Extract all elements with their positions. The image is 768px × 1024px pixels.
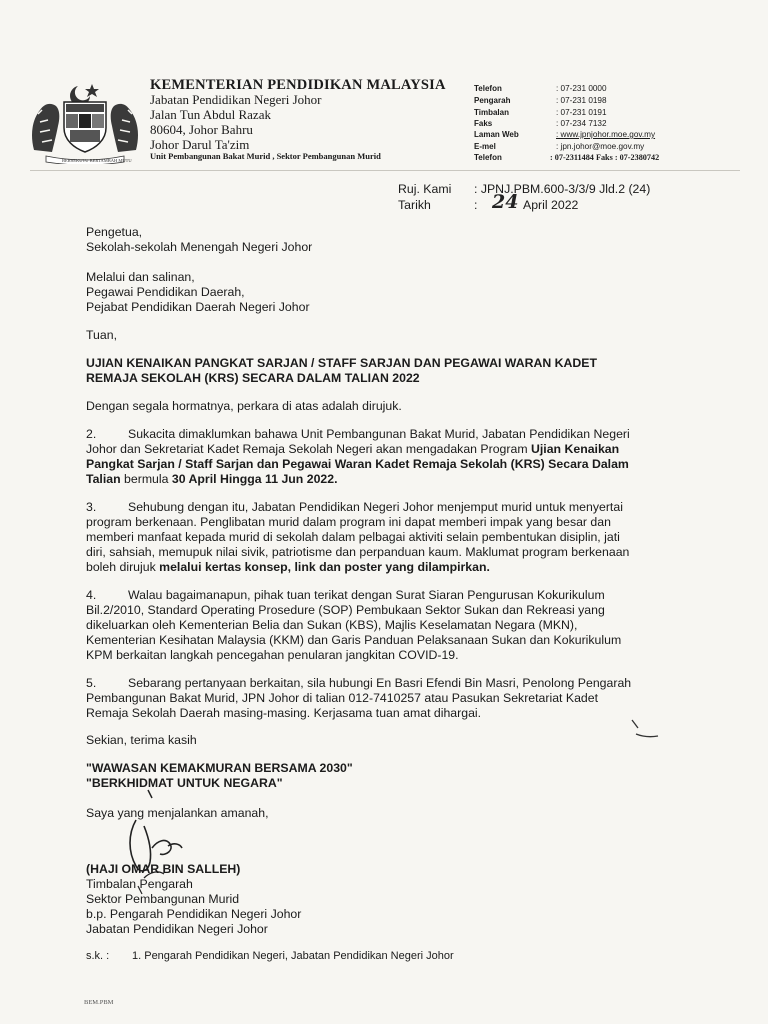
para-3-line-5-bold: melalui kertas konsep, link dan poster yang dilampirkan. [159,560,490,574]
contact-label-telefon: Telefon [474,84,502,93]
para-2-talian: Talian [86,472,121,486]
para-2-line-3: Pangkat Sarjan / Staff Sarjan dan Pegawai Waran Kadet Remaja Sekolah (KRS) Secara Dalam [86,457,629,471]
footer-code: BEM.PBM [84,999,114,1006]
contact-value-faks: : 07-234 7132 [556,119,607,128]
signatory-title-3: b.p. Pengarah Pendidikan Negeri Johor [86,907,302,921]
address-line-4: Johor Darul Ta'zim [150,137,250,152]
para-4-number: 4. [86,588,97,602]
para-3-line-5 [86,560,490,576]
para-5-line-2: Pembangunan Bakat Murid, JPN Johor di talian 012-7410257 atau Pasukan Sekretariat Kadet [86,691,599,705]
tarikh-colon: : [474,198,478,212]
closing-line: Sekian, terima kasih [86,733,197,747]
tarikh-value: April 2022 [523,198,579,212]
contact-value-telefon: : 07-231 0000 [556,84,607,93]
contact-label-web: Laman Web [474,130,519,139]
handwritten-date-day: 24 [492,191,519,213]
signatory-title-4: Jabatan Pendidikan Negeri Johor [86,922,268,936]
subject-line-1: UJIAN KENAIKAN PANGKAT SARJAN / STAFF SARJAN DAN PEGAWAI WARAN KADET [86,356,598,370]
contact-label-email: E-mel [474,142,496,151]
cc-intro: Melalui dan salinan, [86,270,195,284]
contact-label-faks: Faks [474,119,493,128]
para-5-number: 5. [86,676,97,690]
para-2-line-1: Sukacita dimaklumkan bahawa Unit Pembangunan Bakat Murid, Jabatan Pendidikan Negeri [128,427,630,441]
tarikh-label: Tarikh [398,198,431,212]
crest-motto: BERSEKUTU BERTAMBAH MUTU [62,158,132,163]
para-5-line-3: Remaja Sekolah Daerah masing-masing. Kerjasama tuan amat dihargai. [86,706,482,720]
para-2-number: 2. [86,427,97,441]
recipient-line-1: Pengetua, [86,225,143,239]
unit-line: Unit Pembangunan Bakat Murid , Sektor Pembangunan Murid [150,151,381,161]
address-line-1: Jabatan Pendidikan Negeri Johor [150,92,322,107]
para-4-line-3: dikeluarkan oleh Kementerian Belia dan Sukan (KBS), Majlis Keselamatan Negara (MKN), [86,618,578,632]
para-3-number: 3. [86,500,97,514]
salutation: Tuan, [86,328,117,342]
ministry-name: KEMENTERIAN PENDIDIKAN MALAYSIA [150,77,446,93]
para-2-line-2 [86,442,619,458]
opening-line: Dengan segala hormatnya, perkara di atas adalah dirujuk. [86,399,402,413]
cc-line-2: Pejabat Pendidikan Daerah Negeri Johor [86,300,310,314]
para-4-line-4: Kementerian Kesihatan Malaysia (KKM) dan Garis Panduan Pelaksanaan Sukan dan Kokurikulum [86,633,622,647]
slogan-1: "WAWASAN KEMAKMURAN BERSAMA 2030" [86,761,353,775]
signatory-name: (HAJI OMAR BIN SALLEH) [86,862,241,876]
signatory-title-2: Sektor Pembangunan Murid [86,892,240,906]
sk-item-1: 1. Pengarah Pendidikan Negeri, Jabatan Pendidikan Negeri Johor [132,950,454,962]
para-3-line-1: Sehubung dengan itu, Jabatan Pendidikan Negeri Johor menjemput murid untuk menyertai [128,500,623,514]
contact-label-timbalan: Timbalan [474,108,509,117]
address-line-3: 80604, Johor Bahru [150,122,253,137]
para-3-line-4: diri, sahsiah, memupuk nilai sivik, patriotisme dan perpanduan kaum. Maklumat program berkenaan [86,545,630,559]
ruj-label: Ruj. Kami [398,182,452,196]
cc-line-1: Pegawai Pendidikan Daerah, [86,285,245,299]
pen-tick-mark [622,716,664,742]
para-2-line-4 [86,472,338,488]
malaysia-coat-of-arms-logo [26,80,144,164]
para-3-line-5-text: boleh dirujuk [86,560,160,574]
email-link[interactable]: : jpn.johor@moe.gov.my [556,142,645,151]
header-divider [30,170,740,171]
subject-line-2: REMAJA SEKOLAH (KRS) SECARA DALAM TALIAN 2022 [86,371,420,385]
para-2-dates: 30 April Hingga 11 Jun 2022. [171,472,338,486]
para-3-line-3: memberi manfaat kepada murid di sekolah dalam pelbagai aktiviti selain pembentukan disiplin, jati [86,530,620,544]
para-4-line-1: Walau bagaimanapun, pihak tuan terikat dengan Surat Siaran Pengurusan Kokurikulum [128,588,605,602]
contact-label-pengarah: Pengarah [474,96,511,105]
slogan-2: "BERKHIDMAT UNTUK NEGARA" [86,776,283,790]
para-4-line-5: KPM berkaitan langkah pencegahan penularan jangkitan COVID-19. [86,648,459,662]
para-2-line-2-bold: Ujian Kenaikan [531,442,620,456]
address-line-2: Jalan Tun Abdul Razak [150,107,271,122]
website-link[interactable]: : www.jpnjohor.moe.gov.my [556,130,656,139]
recipient-line-2: Sekolah-sekolah Menengah Negeri Johor [86,240,313,254]
contact-value-pengarah: : 07-231 0198 [556,96,607,105]
contact-value-timbalan: : 07-231 0191 [556,108,607,117]
contact-label-unit-telefon: Telefon [474,153,502,162]
para-5-line-1: Sebarang pertanyaan berkaitan, sila hubungi En Basri Efendi Bin Masri, Penolong Pengarah [128,676,632,690]
para-2-line-2-text: Johor dan Sekretariat Kadet Remaja Sekolah Negeri akan mengadakan Program [86,442,531,456]
contact-value-unit-telefon: : 07-2311484 Faks : 07-2380742 [550,153,660,162]
sk-label: s.k. : [86,950,110,962]
para-3-line-2: program berkenaan. Penglibatan murid dalam program ini dapat memberi impak yang besar dan [86,515,611,529]
para-4-line-2: Bil.2/2010, Standard Operating Prosedure (SOP) Pembukaan Sektor Sukan dan Rekreasi yang [86,603,605,617]
signatory-title-1: Timbalan Pengarah [86,877,193,891]
trust-line: Saya yang menjalankan amanah, [86,806,269,820]
ruj-value: : JPNJ.PBM.600-3/3/9 Jld.2 (24) [474,182,651,196]
para-2-bermula: bermula [120,472,172,486]
